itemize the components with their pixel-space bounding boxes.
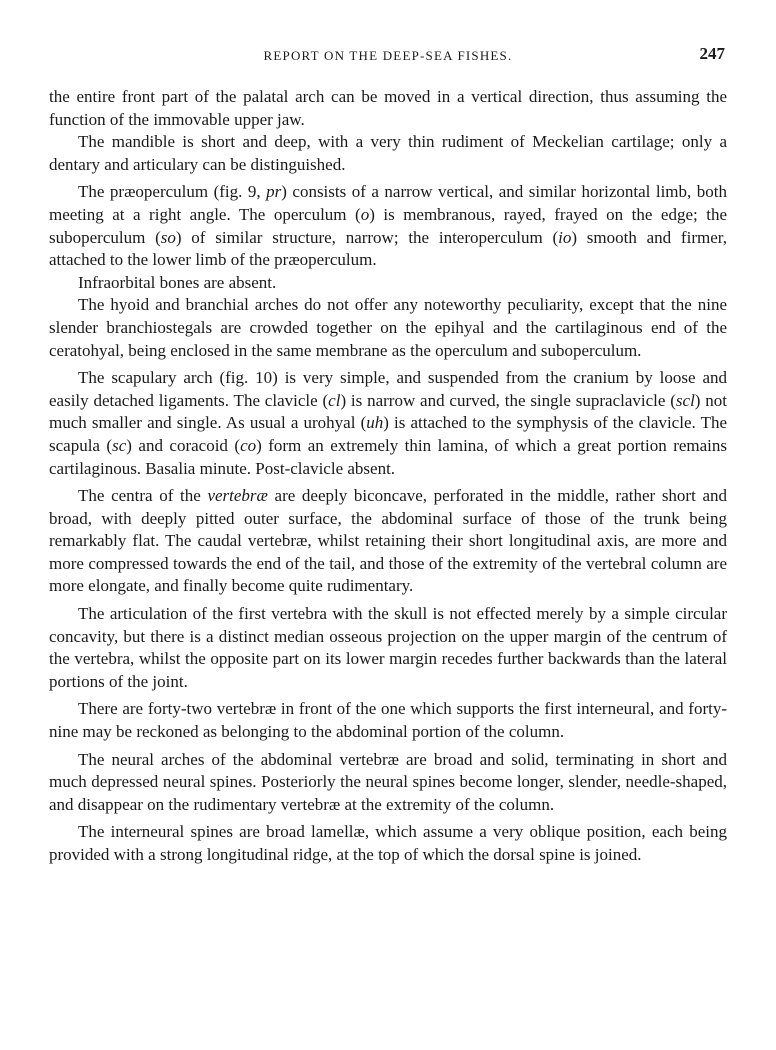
paragraph-praeoperculum: The præoperculum (fig. 9, pr) consists of a narrow vertical, and similar horizontal limb, both meeting at a right angle. The operculum (o) is membranous, rayed, frayed on the edge; the suboperculum (so) of similar structure, narrow; the interoperculum (io) smooth and firmer, attached to the lower limb of the præoperculum. xyxy=(49,182,727,270)
paragraph-hyoid: The hyoid and branchial arches do not offer any noteworthy peculiarity, except that the nine slender branchiostegals are crowded together on the epihyal and the cartilaginous end of the ceratohyal, being enclosed in the same membrane as the operculum and suboperculum. xyxy=(49,295,727,360)
paragraph-interneural-spines: The interneural spines are broad lamellæ, which assume a very oblique position, each being provided with a strong longitudinal ridge, at the top of which the dorsal spine is joined. xyxy=(49,822,727,864)
body-text xyxy=(49,86,727,867)
paragraph-articulation: The articulation of the first vertebra with the skull is not effected merely by a simple circular concavity, but there is a distinct median osseous projection on the upper margin of the centrum of the vertebra, whilst the opposite part on its lower margin recedes further backwards than the lateral portions of the joint. xyxy=(49,604,727,691)
paragraph-scapulary-arch: The scapulary arch (fig. 10) is very simple, and suspended from the cranium by loose and easily detached ligaments. The clavicle (cl) is narrow and curved, the single supraclavicle (scl) not much smaller and single. As usual a urohyal (uh) is attached to the symphysis of the clavicle. The scapula (sc) and coracoid (co) form an extremely thin lamina, of which a great portion remains cartilaginous. Basalia minute. Post-clavicle absent. xyxy=(49,368,728,478)
paragraph-neural-arches: The neural arches of the abdominal vertebræ are broad and solid, terminating in short and much depressed neural spines. Posteriorly the neural spines become longer, slender, needle-shaped, and disappear on the rudimentary vertebræ at the extremity of the column. xyxy=(49,749,727,814)
page-number: 247 xyxy=(699,44,725,63)
page-header xyxy=(49,44,727,72)
paragraph-mandible: The mandible is short and deep, with a very thin rudiment of Meckelian cartilage; only a dentary and articulary can be distinguished. xyxy=(49,132,727,174)
paragraph-vertebrae-count: There are forty-two vertebræ in front of the one which supports the first interneural, and forty-nine may be reckoned as belonging to the abdominal portion of the column. xyxy=(49,699,727,742)
document-page xyxy=(49,44,727,867)
paragraph-infraorbital: Infraorbital bones are absent. xyxy=(78,272,277,292)
paragraph-vertebrae-centra: The centra of the vertebræ are deeply biconcave, perforated in the middle, rather short and broad, with deeply pitted outer surface, the abdominal surface of those of the trunk being remarkably flat. The caudal vertebræ, whilst retaining their short longitudinal axis, are more and more compressed towards the end of the tail, and those of the extremity of the vertebral column are more elongate, and finally become quite rudimentary. xyxy=(49,486,727,596)
running-head: REPORT ON THE DEEP-SEA FISHES. xyxy=(263,48,513,63)
paragraph-palatal-arch: the entire front part of the palatal arch can be moved in a vertical direction, thus assuming the function of the immovable upper jaw. xyxy=(49,87,727,129)
